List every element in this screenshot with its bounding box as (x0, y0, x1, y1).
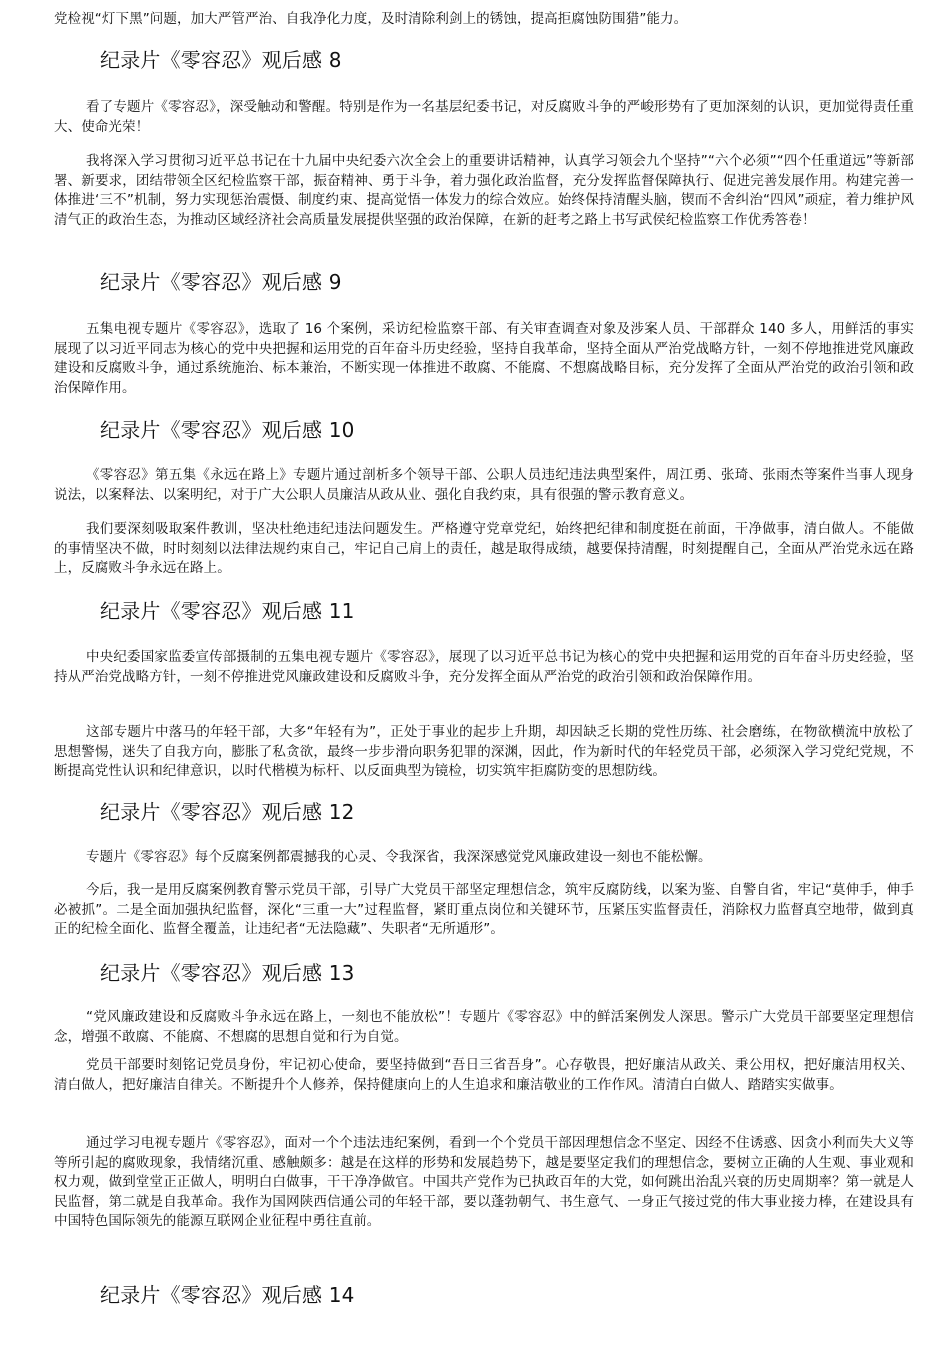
section-11-title: 纪录片《零容忍》观后感 11 (100, 599, 355, 623)
section-9-paragraph-1: 五集电视专题片《零容忍》，选取了 16 个案例，采访纪检监察干部、有关审查调查对象及涉案人员、干部群众 140 多人，用鲜活的事实展现了以习近平同志为核心的党中央把握和运用党的百年奋斗历史经验，坚持自我革命，坚持全面从严治党战略方针，一刻不停地推进党风廉政建设和反腐败斗争，通过系统施治、标本兼治，不断实现一体推进不敢腐、不能腐、不想腐战略目标，充分发挥了全面从严治党的政治引领和政治保障作用。 (54, 321, 914, 396)
section-12-paragraph-1: 专题片《零容忍》每个反腐案例都震撼我的心灵、令我深省，我深深感觉党风廉政建设一刻也不能松懈。 (86, 849, 712, 865)
section-11-paragraph-1: 中央纪委国家监委宣传部摄制的五集电视专题片《零容忍》，展现了以习近平总书记为核心的党中央把握和运用党的百年奋斗历史经验，坚持从严治党战略方针，一刻不停推进党风廉政建设和反腐败斗争，充分发挥全面从严治党的政治引领和政治保障作用。 (54, 649, 914, 685)
section-10-title: 纪录片《零容忍》观后感 10 (100, 418, 355, 442)
section-11-paragraph-2: 这部专题片中落马的年轻干部，大多“年轻有为”，正处于事业的起步上升期，却因缺乏长期的党性历练、社会磨练，在物欲横流中放松了思想警惕，迷失了自我方向，膨胀了私贪欲，最终一步步滑向职务犯罪的深渊，因此，作为新时代的年轻党员干部，必须深入学习党纪党规，不断提高党性认识和纪律意识，以时代楷模为标杆、以反面典型为镜检，切实筑牢拒腐防变的思想防线。 (54, 724, 914, 779)
section-10-paragraph-1: 《零容忍》第五集《永远在路上》专题片通过剖析多个领导干部、公职人员违纪违法典型案件，周江勇、张琦、张雨杰等案件当事人现身说法，以案释法、以案明纪，对于广大公职人员廉洁从政从业、强化自我约束，具有很强的警示教育意义。 (54, 467, 914, 503)
section-14-title: 纪录片《零容忍》观后感 14 (100, 1283, 355, 1307)
section-12-paragraph-2: 今后，我一是用反腐案例教育警示党员干部，引导广大党员干部坚定理想信念，筑牢反腐防线，以案为鉴、自警自省，牢记“莫伸手，伸手必被抓”。二是全面加强执纪监督，深化“三重一大”过程监督，紧盯重点岗位和关键环节，压紧压实监督责任，消除权力监督真空地带，做到真正的纪检全面化、监督全覆盖，让违纪者“无法隐藏”、失职者“无所遁形”。 (54, 882, 914, 937)
section-13-paragraph-2: 党员干部要时刻铭记党员身份，牢记初心使命，要坚持做到“吾日三省吾身”。心存敬畏，把好廉洁从政关、秉公用权，把好廉洁用权关、清白做人，把好廉洁自律关。不断提升个人修养，保持健康向上的人生追求和廉洁敬业的工作作风。清清白白做人、踏踏实实做事。 (54, 1057, 914, 1093)
section-8-paragraph-1: 看了专题片《零容忍》，深受触动和警醒。特别是作为一名基层纪委书记，对反腐败斗争的严峻形势有了更加深刻的认识，更加觉得责任重大、使命光荣！ (54, 99, 914, 135)
section-13-paragraph-3: 通过学习电视专题片《零容忍》，面对一个个违法违纪案例，看到一个个党员干部因理想信念不坚定、因经不住诱惑、因贪小利而失大义等等所引起的腐败现象，我情绪沉重、感触颇多：越是在这样的形势和发展趋势下，越是要坚定我们的理想信念，要树立正确的人生观、事业观和权力观，做到堂堂正正做人，明明白白做事，干干净净做官。中国共产党作为已执政百年的大党，如何跳出治乱兴衰的历史周期率？第一就是人民监督，第二就是自我革命。我作为国网陕西信通公司的年轻干部，要以蓬勃朝气、书生意气、一身正气接过党的伟大事业接力棒，在建设具有中国特色国际领先的能源互联网企业征程中勇往直前。 (54, 1135, 914, 1229)
intro-tail-text: 党检视“灯下黑”问题，加大严管严治、自我净化力度，及时清除利剑上的锈蚀，提高拒腐蚀防围猎”能力。 (54, 11, 688, 27)
section-10-paragraph-2: 我们要深刻吸取案件教训，坚决杜绝违纪违法问题发生。严格遵守党章党纪，始终把纪律和制度挺在前面，干净做事，清白做人。不能做的事情坚决不做，时时刻刻以法律法规约束自己，牢记自己肩上的责任，越是取得成绩，越要保持清醒，时刻提醒自己，全面从严治党永远在路上，反腐败斗争永远在路上。 (54, 521, 914, 576)
section-12-title: 纪录片《零容忍》观后感 12 (100, 800, 355, 824)
section-8-title: 纪录片《零容忍》观后感 8 (100, 48, 342, 72)
section-8-paragraph-2: 我将深入学习贯彻习近平总书记在十九届中央纪委六次全会上的重要讲话精神，认真学习领会九个坚持”“六个必须”“四个任重道远”等新部署、新要求，团结带领全区纪检监察干部，振奋精神、勇于斗争，着力强化政治监督，充分发挥监督保障执行、促进完善发展作用。构建完善一体推进‘三不”机制，努力实现惩治震慑、制度约束、提高觉悟一体发力的综合效应。始终保持清醒头脑，锲而不舍纠治“四风”顽症，着力维护风清气正的政治生态，为推动区域经济社会高质量发展提供坚强的政治保障，在新的赶考之路上书写武侯纪检监察工作优秀答卷！ (54, 153, 914, 228)
section-13-paragraph-1: “党风廉政建设和反腐败斗争永远在路上，一刻也不能放松”！专题片《零容忍》中的鲜活案例发人深思。警示广大党员干部要坚定理想信念，增强不敢腐、不能腐、不想腐的思想自觉和行为自觉。 (54, 1009, 914, 1045)
section-13-title: 纪录片《零容忍》观后感 13 (100, 961, 355, 985)
section-9-title: 纪录片《零容忍》观后感 9 (100, 270, 342, 294)
